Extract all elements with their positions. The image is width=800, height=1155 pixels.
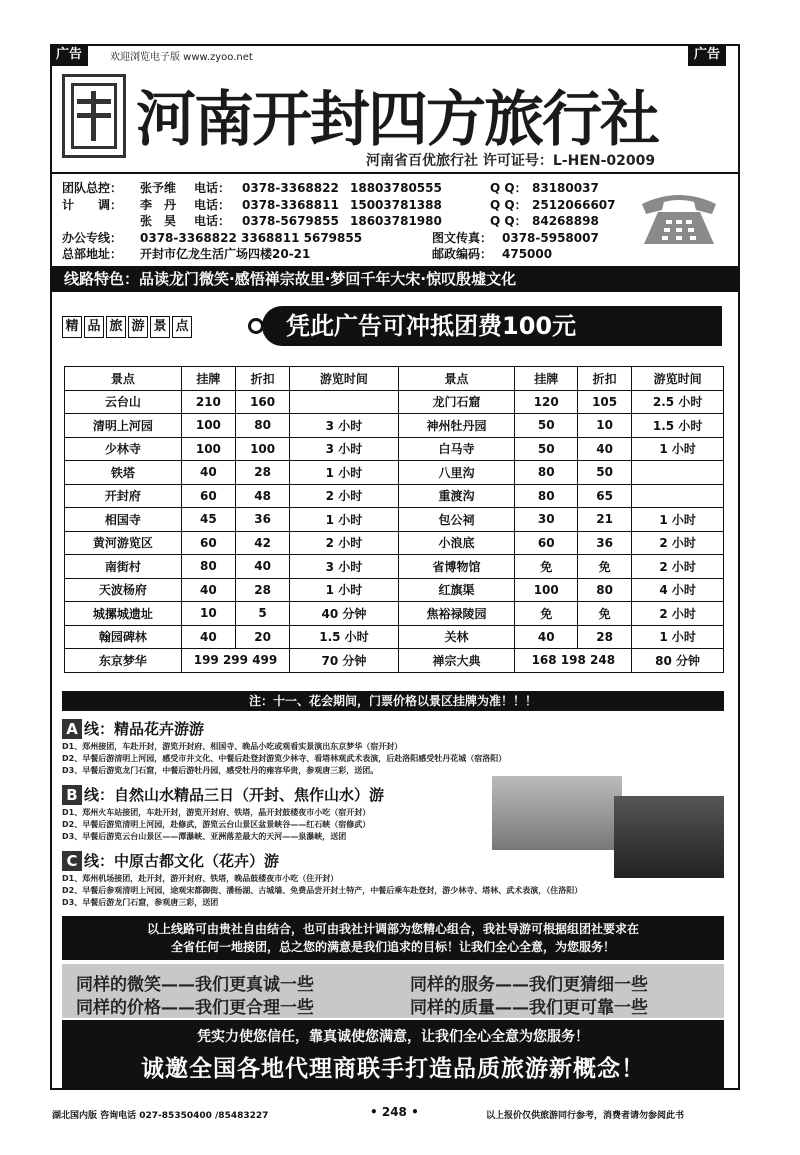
service-note-box	[62, 916, 724, 960]
table-cell: 黄河游览区	[65, 531, 182, 555]
table-cell: 铁塔	[65, 461, 182, 485]
ticket-price-table	[64, 366, 724, 673]
table-cell: 免	[515, 555, 578, 579]
table-cell: 100	[181, 437, 235, 461]
table-cell: 省博物馆	[398, 555, 515, 579]
slogan-box	[62, 964, 724, 1018]
license-subtitle: 河南省百优旅行社 许可证号：L-HEN-02009	[366, 153, 656, 169]
table-cell: 28	[578, 625, 632, 649]
route-c-day: D2、早餐后参观清明上河园，途观宋都御街、潘杨湖、古城墙、免费品尝开封土特产，中餐后乘车赴登封，游少林寺、塔林、武术表演，（住洛阳）	[62, 886, 583, 895]
table-cell: 210	[181, 390, 235, 414]
table-cell: 28	[236, 461, 290, 485]
table-row	[65, 461, 724, 485]
table-cell: 80	[515, 461, 578, 485]
table-cell: 50	[515, 437, 578, 461]
route-c-day: D1、郑州机场接团，赴开封，游开封府、铁塔，晚品鼓楼夜市小吃（住开封）	[62, 874, 339, 883]
table-cell: 1 小时	[290, 578, 398, 602]
table-cell: 21	[578, 508, 632, 532]
table-header-row: 景点 挂牌 折扣 游览时间 景点 挂牌 折扣 游览时间	[65, 367, 724, 391]
table-cell: 80	[578, 578, 632, 602]
table-cell: 80 分钟	[632, 649, 724, 673]
table-row	[65, 649, 724, 673]
table-cell: 80	[515, 484, 578, 508]
table-cell: 开封府	[65, 484, 182, 508]
table-cell: 40	[181, 578, 235, 602]
table-row	[65, 484, 724, 508]
table-cell: 120	[515, 390, 578, 414]
route-b-day: D3、早餐后游览云台山景区——潭瀑峡、亚洲落差最大的天河——泉瀑峡，送团	[62, 832, 347, 841]
table-cell: 重渡沟	[398, 484, 515, 508]
table-cell: 免	[578, 602, 632, 626]
table-cell: 65	[578, 484, 632, 508]
route-a-day: D1、郑州接团，车赴开封，游览开封府、相国寺、晚品小吃或观看实景演出东京梦华（宿开封）	[62, 742, 403, 751]
site-text: 欢迎浏览电子版 www.zyoo.net	[110, 52, 253, 63]
table-cell: 100	[181, 414, 235, 438]
route-c-heading: C 线：中原古都文化（花卉）游	[62, 850, 279, 871]
closing-banner	[62, 1020, 724, 1088]
table-cell: 60	[515, 531, 578, 555]
table-cell: 神州牡丹园	[398, 414, 515, 438]
table-cell: 30	[515, 508, 578, 532]
table-cell: 禅宗大典	[398, 649, 515, 673]
page-number: • 248 •	[370, 1105, 419, 1119]
slogan: 同样的服务——我们更猜细一些	[410, 975, 648, 995]
table-row	[65, 625, 724, 649]
service-note-line: 以上线路可由贵社自由结合，也可由我社计调部为您精心组合，我社导游可根据组团社要求在	[146, 922, 639, 936]
table-cell: 70 分钟	[290, 649, 398, 673]
table-cell: 2.5 小时	[632, 390, 724, 414]
table-cell: 105	[578, 390, 632, 414]
table-cell: 1.5 小时	[290, 625, 398, 649]
slogan: 同样的微笑——我们更真诚一些	[76, 975, 314, 995]
route-b-day: D2、早餐后游览清明上河园，赴修武，游览云台山景区盆景峡谷——红石峡（宿修武）	[62, 820, 371, 829]
footer-disclaimer: 以上报价仅供旅游同行参考，消费者请勿参阅此书	[486, 1111, 685, 1121]
table-cell: 2 小时	[632, 602, 724, 626]
table-cell: 50	[578, 461, 632, 485]
table-cell: 2 小时	[632, 531, 724, 555]
table-cell	[632, 484, 724, 508]
table-row	[65, 508, 724, 532]
table-cell: 翰园碑林	[65, 625, 182, 649]
table-cell: 清明上河园	[65, 414, 182, 438]
table-row	[65, 437, 724, 461]
table-cell: 160	[236, 390, 290, 414]
table-cell: 50	[515, 414, 578, 438]
coupon-tag-icon	[248, 318, 264, 334]
table-cell: 3 小时	[290, 555, 398, 579]
table-cell: 1 小时	[632, 508, 724, 532]
table-cell: 40	[236, 555, 290, 579]
table-cell: 八里沟	[398, 461, 515, 485]
table-row	[65, 578, 724, 602]
table-cell: 1 小时	[290, 508, 398, 532]
table-row	[65, 414, 724, 438]
table-cell: 80	[236, 414, 290, 438]
table-cell: 45	[181, 508, 235, 532]
telephone-icon	[636, 186, 722, 248]
table-cell: 3 小时	[290, 437, 398, 461]
table-cell: 10	[181, 602, 235, 626]
slogan: 同样的质量——我们更可靠一些	[410, 998, 648, 1018]
table-row	[65, 555, 724, 579]
table-cell: 小浪底	[398, 531, 515, 555]
route-features-banner: 线路特色：品读龙门微笑·感悟禅宗故里·梦回千年大宋·惊叹殷墟文化	[52, 266, 738, 292]
route-b-day: D1、郑州火车站接团，车赴开封，游览开封府、铁塔，晶开封鼓楼夜市小吃（宿开封）	[62, 808, 371, 817]
table-cell: 36	[236, 508, 290, 532]
table-cell: 焦裕禄陵园	[398, 602, 515, 626]
table-cell: 28	[236, 578, 290, 602]
table-cell: 天波杨府	[65, 578, 182, 602]
table-cell: 48	[236, 484, 290, 508]
agency-title: 河南开封四方旅行社	[136, 85, 658, 155]
route-c-day: D3、早餐后游龙门石窟，参观唐三彩，送团	[62, 898, 219, 907]
table-cell: 南街村	[65, 555, 182, 579]
divider	[52, 172, 738, 174]
table-cell: 东京梦华	[65, 649, 182, 673]
table-cell: 白马寺	[398, 437, 515, 461]
table-cell: 1 小时	[290, 461, 398, 485]
table-cell: 相国寺	[65, 508, 182, 532]
table-row	[65, 390, 724, 414]
table-cell: 168 198 248	[515, 649, 632, 673]
table-cell: 42	[236, 531, 290, 555]
coupon-banner: 凭此广告可冲抵团费100元	[262, 306, 722, 346]
table-cell: 60	[181, 531, 235, 555]
price-note: 注：十一、花会期间，门票价格以景区挂牌为准！！！	[62, 691, 724, 711]
table-cell: 3 小时	[290, 414, 398, 438]
table-row	[65, 531, 724, 555]
table-cell: 云台山	[65, 390, 182, 414]
table-cell: 关林	[398, 625, 515, 649]
route-a-day: D2、早餐后游清明上河园，感受市井文化、中餐后赴登封游览少林寺、看塔林观武术表演，后赴洛阳感受牡丹花城（宿洛阳）	[62, 754, 507, 763]
closing-headline: 诚邀全国各地代理商联手打造品质旅游新概念！	[141, 1056, 645, 1082]
table-cell: 20	[236, 625, 290, 649]
table-cell: 2 小时	[632, 555, 724, 579]
route-a-day: D3、早餐后游览龙门石窟，中餐后游牡丹园，感受牡丹的雍容华贵，参观唐三彩，送团。	[62, 766, 379, 775]
closing-line: 凭实力使您信任，靠真诚使您满意，让我们全心全意为您服务！	[197, 1029, 589, 1045]
table-cell: 2 小时	[290, 531, 398, 555]
agency-logo	[62, 74, 126, 158]
table-cell: 80	[181, 555, 235, 579]
ad-label-left: 广告	[50, 44, 88, 66]
table-row	[65, 602, 724, 626]
table-cell: 1 小时	[632, 437, 724, 461]
route-b-heading: B 线：自然山水精品三日（开封、焦作山水）游	[62, 784, 384, 805]
table-cell: 包公祠	[398, 508, 515, 532]
table-cell: 40	[181, 461, 235, 485]
table-cell: 10	[578, 414, 632, 438]
table-cell: 100	[515, 578, 578, 602]
slogan: 同样的价格——我们更合理一些	[76, 998, 314, 1018]
table-cell: 少林寺	[65, 437, 182, 461]
table-cell	[290, 390, 398, 414]
table-cell: 40	[181, 625, 235, 649]
table-cell: 城摞城遗址	[65, 602, 182, 626]
footer-contact: 湖北国内版 咨询电话 027-85350400 /85483227	[52, 1111, 269, 1121]
table-cell: 40	[515, 625, 578, 649]
table-cell: 36	[578, 531, 632, 555]
table-cell: 龙门石窟	[398, 390, 515, 414]
table-cell: 40 分钟	[290, 602, 398, 626]
buddha-statue-photo	[614, 796, 724, 878]
ad-label-right: 广告	[688, 44, 726, 66]
table-cell	[632, 461, 724, 485]
table-cell: 100	[236, 437, 290, 461]
table-cell: 4 小时	[632, 578, 724, 602]
table-cell: 免	[578, 555, 632, 579]
table-cell: 5	[236, 602, 290, 626]
route-a-heading: A 线：精品花卉游游	[62, 718, 204, 739]
table-cell: 40	[578, 437, 632, 461]
table-cell: 199 299 499	[181, 649, 289, 673]
table-cell: 1 小时	[632, 625, 724, 649]
table-cell: 1.5 小时	[632, 414, 724, 438]
table-cell: 红旗渠	[398, 578, 515, 602]
featured-spots-tag: 精 品 旅 游 景 点	[62, 316, 192, 338]
archway-photo	[492, 776, 622, 850]
service-note-line: 全省任何一地接团，总之您的满意是我们追求的目标！让我们全心全意，为您服务！	[170, 940, 615, 954]
table-cell: 2 小时	[290, 484, 398, 508]
table-cell: 60	[181, 484, 235, 508]
table-cell: 免	[515, 602, 578, 626]
